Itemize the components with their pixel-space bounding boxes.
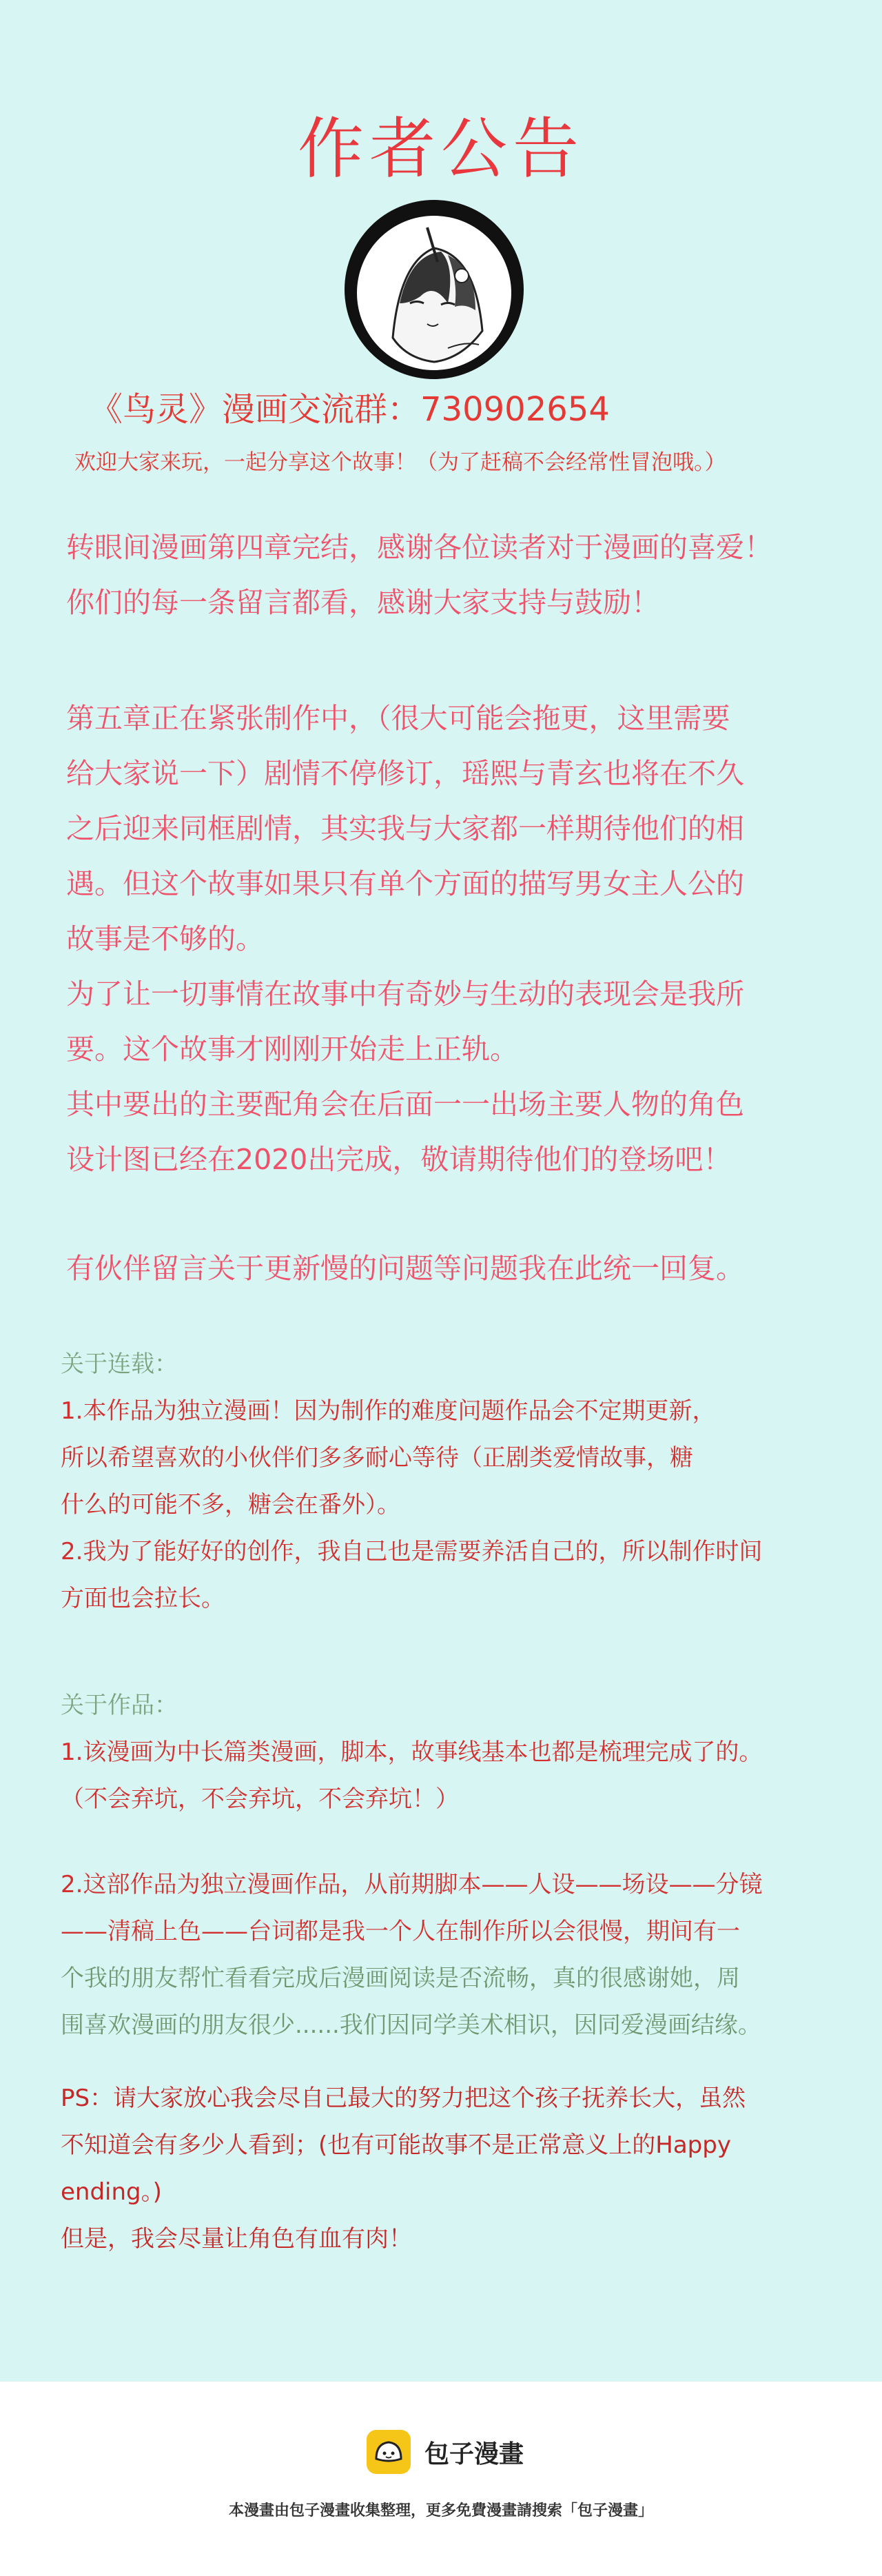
text-line: PS：请大家放心我会尽自己最大的努力把这个孩子抚养长大，虽然 (61, 2085, 746, 2112)
text-line: 其中要出的主要配角会在后面一一出场主要人物的角色 (66, 1088, 744, 1121)
text-line: 什么的可能不多，糖会在番外）。 (61, 1491, 400, 1519)
text-line: 所以希望喜欢的小伙伴们多多耐心等待（正剧类爱情故事，糖 (61, 1444, 693, 1472)
section-ps (61, 2075, 746, 2262)
text-line: 1.该漫画为中长篇类漫画，脚本，故事线基本也都是梳理完成了的。 (61, 1738, 763, 1766)
text-line: 要。这个故事才刚刚开始走上正轨。 (66, 1033, 518, 1066)
text-line: 之后迎来同框剧情，其实我与大家都一样期待他们的相 (66, 812, 744, 845)
text-line: ——清稿上色——台词都是我一个人在制作所以会很慢，期间有一 (61, 1918, 740, 1945)
paragraph-chapter-five (66, 691, 744, 1187)
notice-title: 作者公告 (298, 110, 584, 187)
text-line: 你们的每一条留言都看，感谢大家支持与鼓励！ (66, 586, 659, 619)
avatar-illustration (345, 200, 524, 379)
brand-logo[interactable] (367, 2430, 524, 2474)
paragraph-reply (66, 1241, 744, 1296)
footer (0, 2382, 882, 2576)
section-works-two (61, 1861, 762, 2049)
footer-note: 本漫畫由包子漫畫收集整理，更多免費漫畫請搜索「包子漫畫」 (228, 2502, 653, 2519)
text-line: 转眼间漫画第四章完结，感谢各位读者对于漫画的喜爱！ (66, 531, 772, 564)
text-line: 2.我为了能好好的创作，我自己也是需要养活自己的，所以制作时间 (61, 1538, 763, 1565)
author-avatar (345, 200, 524, 379)
serial-heading: 关于连载： (61, 1350, 178, 1378)
works-heading: 关于作品： (61, 1692, 178, 1719)
section-serial (61, 1341, 762, 1622)
text-line: 遇。但这个故事如果只有单个方面的描写男女主人公的 (66, 867, 744, 900)
text-line: 2.这部作品为独立漫画作品，从前期脚本——人设——场设——分镜 (61, 1871, 763, 1898)
text-line: 故事是不够的。 (66, 922, 264, 955)
text-line: ending。) (61, 2178, 162, 2206)
text-line: （不会弃坑，不会弃坑，不会弃坑！） (61, 1785, 459, 1813)
text-line: 有伙伴留言关于更新慢的问题等问题我在此统一回复。 (66, 1252, 744, 1285)
brand-name: 包子漫畫 (424, 2440, 524, 2468)
bun-icon (367, 2430, 411, 2474)
paragraph-thanks (66, 520, 772, 630)
section-works (61, 1682, 762, 1823)
text-line: 给大家说一下）剧情不停修订，瑶熙与青玄也将在不久 (66, 757, 744, 790)
text-line: 个我的朋友帮忙看看完成后漫画阅读是否流畅，真的很感谢她，周 (61, 1965, 740, 1992)
welcome-line: 欢迎大家来玩，一起分享这个故事！（为了赶稿不会经常性冒泡哦。） (74, 450, 726, 475)
text-line: 围喜欢漫画的朋友很少......我们因同学美术相识，因同爱漫画结缘。 (61, 2011, 761, 2039)
text-line: 但是，我会尽量让角色有血有肉！ (61, 2225, 412, 2253)
text-line: 为了让一切事情在故事中有奇妙与生动的表现会是我所 (66, 977, 744, 1011)
text-line: 设计图已经在2020出完成，敬请期待他们的登场吧！ (66, 1143, 732, 1176)
text-line: 方面也会拉长。 (61, 1585, 225, 1612)
text-line: 1.本作品为独立漫画！因为制作的难度问题作品会不定期更新， (61, 1397, 716, 1425)
group-line: 《鸟灵》漫画交流群：730902654 (90, 390, 610, 429)
text-line: 第五章正在紧张制作中，（很大可能会拖更，这里需要 (66, 702, 730, 735)
text-line: 不知道会有多少人看到；(也有可能故事不是正常意义上的Happy (61, 2131, 731, 2159)
